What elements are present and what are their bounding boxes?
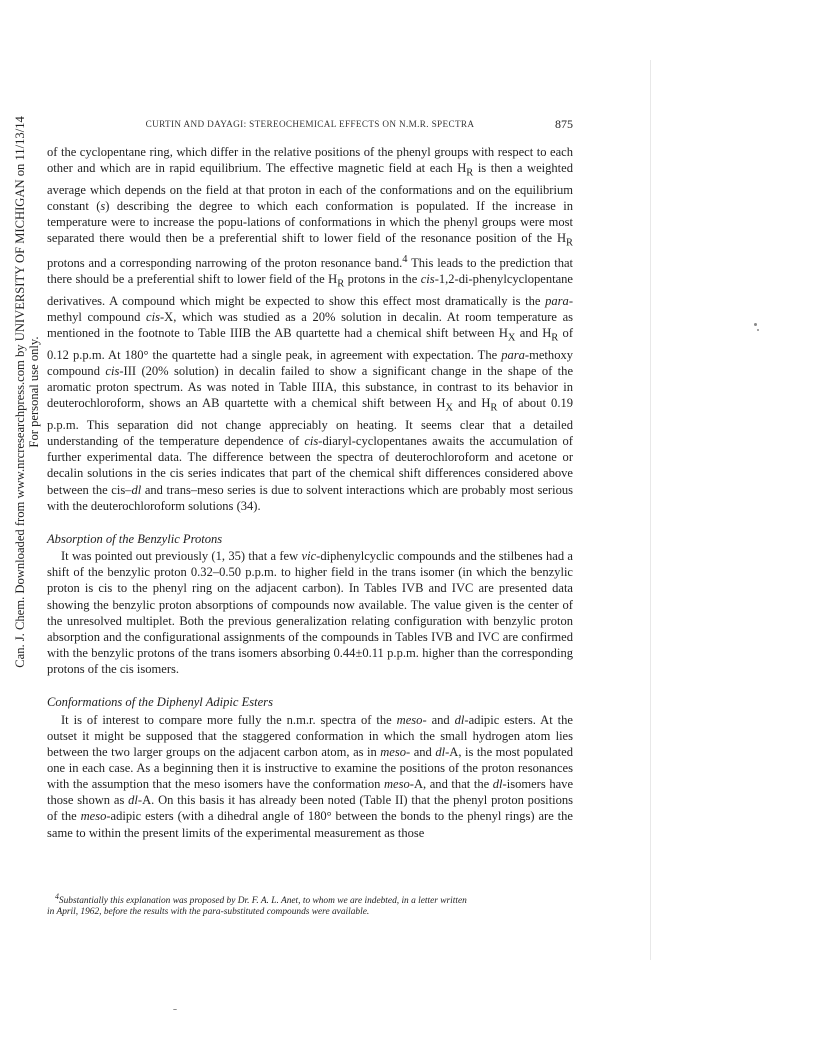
footnote-text-line-2: in April, 1962, before the results with the para-substituted compounds were available. bbox=[47, 907, 370, 918]
paragraph-benzylic-protons: It was pointed out previously (1, 35) that a few vic-diphenylcyclic compounds and the stilbenes had a shift of the benzylic proton 0.32–0.50 p.p.m. to higher field in the trans isomer (in which the benzylic proton is cis to the phenyl ring on the adjacent carbon). In Tables IVB and IVC are presented data showing the benzylic proton absorptions of compounds now available. The value given is the center of the unresolved multiplet. Both the previous generalization relating configuration with benzylic proton absorption and the configurational assignments of the compounds in Tables IVB and IVC are confirmed with the benzylic protons of the trans isomers absorbing 0.44±0.11 p.p.m. higher than the corresponding protons of the cis isomers. bbox=[47, 549, 574, 677]
running-head: CURTIN AND DAYAGI: STEREOCHEMICAL EFFECTS ON N.M.R. SPECTRA bbox=[145, 119, 475, 129]
watermark-line-2: For personal use only. bbox=[27, 336, 41, 448]
paragraph-adipic-esters: It is of interest to compare more fully the n.m.r. spectra of the meso- and dl-adipic esters. At the outset it might be supposed that the staggered conformation in which the small hydrogen atom lies between the two larger groups on the adjacent carbon atom, as in meso- and dl-A, is the most populated one in each case. As a beginning then it is instructive to examine the positions of the proton resonances with the assumption that the meso isomers have the conformation meso-A, and that the dl-isomers have those shown as dl-A. On this basis it has already been noted (Table II) that the phenyl proton positions of the meso-adipic esters (with a dihedral angle of 180° between the bonds to the phenyl rings) are the same to within the present limits of the experimental measurement as those bbox=[47, 712, 574, 840]
section-heading-benzylic: Absorption of the Benzylic Protons bbox=[47, 531, 223, 546]
footnote-text-line-1: Substantially this explanation was proposed by Dr. F. A. L. Anet, to whom we are indebted, in a letter written bbox=[58, 896, 467, 907]
footnote-reference: 4 bbox=[402, 253, 408, 265]
section-heading-adipic-esters: Conformations of the Diphenyl Adipic Esters bbox=[47, 695, 273, 710]
scan-speck bbox=[754, 323, 757, 326]
footnote bbox=[47, 891, 573, 918]
footnote-marker: 4 bbox=[55, 892, 59, 901]
download-watermark bbox=[2, 22, 41, 762]
scan-speck bbox=[173, 1009, 177, 1010]
page-number: 875 bbox=[555, 117, 573, 131]
page-edge-shadow bbox=[650, 60, 651, 960]
article-body bbox=[47, 144, 573, 841]
paragraph-conformation-equilibrium: of the cyclopentane ring, which differ in the relative positions of the phenyl groups with respect to each other and which are in rapid equilibrium. The effective magnetic field at each $H_R$ is then a weighted average which depends on the field at that proton in each of the conformations and on the equilibrium constant (s) describing the degree to which each conformation is populated. If the increase in temperature were to increase the popu-lations of conformations in which the phenyl groups were most separated there would then be a preferential shift to lower field of the resonance position of the $H_R$ protons and a corresponding narrowing of the proton resonance band.$^4$ This leads to the prediction that there should be a preferential shift to lower field of the $H_R$ protons in the cis-1,2-di-phenylcyclopentane derivatives. A compound which might be expected to show this effect most dramatically is the para-methyl compound cis-X, which was studied as a 20% solution in decalin. At room temperature as mentioned in the footnote to Table IIIB the AB quartette had a chemical shift between $H_X$ and $H_R$ of 0.12 p.p.m. At 180° the quartette had a single peak, in agreement with expectation. The para-methoxy compound cis-III (20% solution) in decalin failed to show a significant change in the shape of the aromatic proton spectrum. As was noted in Table IIIA, this substance, in contrast to its behavior in deuterochloroform, shows an AB quartette with a chemical shift between $H_X$ and $H_R$ of about 0.19 p.p.m. This separation did not change appreciably on heating. It seems clear that a detailed understanding of the temperature dependence of cis-diaryl-cyclopentanes awaits the accumulation of further experimental data. The difference between the spectra of deuterochloroform and acetone or decalin solutions in the cis series indicates that part of the chemical shift differences considered above between the cis–dl and trans–meso series is due to solvent interactions which are probably most serious with the deuterochloroform solutions (34). bbox=[47, 145, 574, 513]
scan-speck bbox=[757, 329, 759, 331]
page-header bbox=[47, 119, 573, 135]
watermark-line-1: Can. J. Chem. Downloaded from www.nrcresearchpress.com by UNIVERSITY OF MICHIGAN on 11/13/14 bbox=[13, 116, 27, 668]
